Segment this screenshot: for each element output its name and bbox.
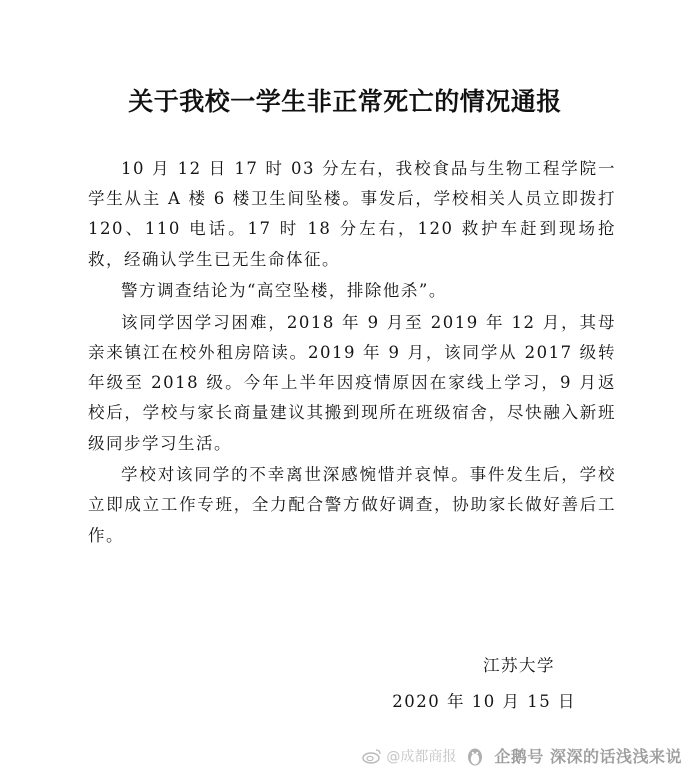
weibo-icon xyxy=(362,748,382,764)
signature-org: 江苏大学 xyxy=(483,656,555,675)
penguin-watermark-text: 企鹅号 深深的话浅浅来说 xyxy=(494,747,682,766)
document-title: 关于我校一学生非正常死亡的情况通报 xyxy=(128,87,562,116)
paragraph-police-conclusion: 警方调查结论为“高空坠楼，排除他杀”。 xyxy=(121,281,447,301)
weibo-watermark-text: @成都商报 xyxy=(386,748,457,765)
penguin-icon xyxy=(464,745,486,767)
document-body xyxy=(88,154,616,552)
paragraph-background: 该同学因学习困难，2018 年 9 月至 2019 年 12 月，其母亲来镇江在校外租房陪读。2019 年 9 月，该同学从 2017 级转年级至 2018 级。今年上半年因疫情原因在家线上学习，9 月返校后，学校与家长商量建议其搬到现所在班级宿舍，尽快融入新班级同步学习生活。 xyxy=(88,312,616,453)
paragraph-condolence: 学校对该同学的不幸离世深感惋惜并哀悼。事件发生后，学校立即成立工作专班，全力配合警方做好调查，协助家长做好善后工作。 xyxy=(88,465,616,545)
signature-date: 2020 年 10 月 15 日 xyxy=(392,692,576,711)
weibo-watermark xyxy=(362,746,456,766)
paragraph-incident: 10 月 12 日 17 时 03 分左右，我校食品与生物工程学院一学生从主 A 楼 6 楼卫生间坠楼。事发后，学校相关人员立即拨打 120、110 电话。17 时 18 分左右，120 救护车赶到现场抢救，经确认学生已无生命体征。 xyxy=(88,159,616,269)
watermark xyxy=(362,744,682,767)
